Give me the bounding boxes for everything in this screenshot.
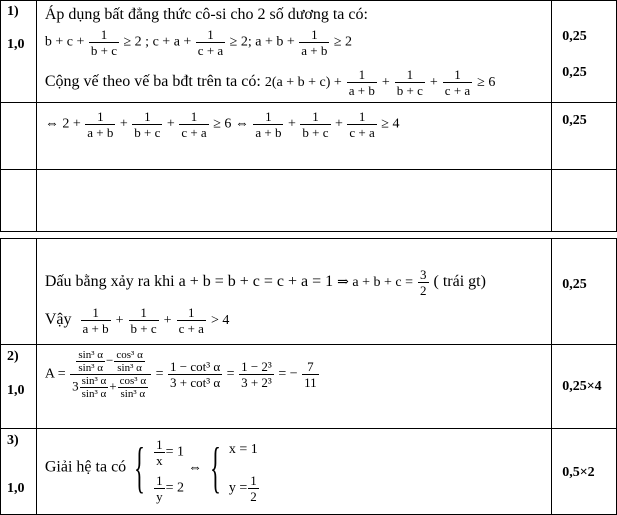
- fraction: [89, 27, 119, 58]
- fraction: [179, 109, 208, 140]
- numerator: 3: [420, 267, 427, 282]
- fraction: [154, 473, 165, 504]
- op: −: [106, 352, 114, 368]
- op: +: [287, 117, 296, 133]
- numerator: cos³ α: [119, 375, 147, 387]
- question-number: 2): [7, 349, 19, 364]
- fraction: [81, 305, 111, 336]
- system-line: [44, 437, 260, 504]
- numerator: 1: [156, 437, 163, 452]
- question-points: 1,0: [7, 37, 25, 52]
- denominator: c + a: [178, 321, 204, 336]
- denominator: sin³ α: [117, 362, 142, 374]
- op: = −: [278, 366, 298, 382]
- denominator: b + c: [396, 83, 423, 98]
- op: =: [155, 366, 164, 382]
- expr: 2(a + b + c) +: [264, 75, 342, 91]
- equivalence-line: [45, 109, 400, 140]
- text: ≥ 2;: [229, 34, 252, 50]
- denominator: sin³ α: [81, 388, 107, 400]
- fraction: [168, 359, 222, 390]
- fraction: [302, 359, 319, 390]
- solution-cell-1a: [36, 1, 551, 103]
- question-cell-1: [1, 1, 37, 103]
- expr: ⇒ a + b + c =: [337, 275, 414, 291]
- fraction: [248, 473, 259, 504]
- fraction: [85, 109, 115, 140]
- denominator: a + b: [87, 125, 114, 141]
- score-cell-2: [552, 345, 617, 429]
- fraction: [347, 67, 377, 98]
- question-points: 1,0: [7, 383, 25, 398]
- numerator: 1: [81, 305, 111, 321]
- fraction: [76, 349, 105, 374]
- numerator: [70, 349, 151, 375]
- numerator: 1: [250, 473, 257, 488]
- expr: ≥ 4: [381, 117, 400, 133]
- left-brace: {: [134, 437, 145, 499]
- equation-system: [153, 437, 184, 504]
- denominator: 11: [304, 375, 317, 390]
- op: =: [226, 366, 235, 382]
- denominator: a + b: [255, 125, 282, 141]
- numerator: 1: [299, 27, 329, 43]
- expr: > 4: [210, 313, 230, 329]
- expr: y =: [228, 480, 248, 496]
- question-cell-3: [1, 429, 37, 515]
- fraction: [118, 375, 148, 400]
- numerator: 1: [177, 305, 206, 321]
- numerator: 1: [347, 109, 376, 125]
- fraction: [80, 375, 109, 400]
- numerator: sin³ α: [81, 375, 107, 387]
- top-answer-table: [0, 0, 617, 232]
- score-cell-3: [552, 429, 617, 515]
- expr: ≥ 6 ⇔: [213, 117, 249, 133]
- fraction: [299, 27, 329, 58]
- text: a + b +: [255, 34, 295, 50]
- text: ≥ 2 ;: [123, 34, 150, 50]
- question-cell-1b: [1, 103, 37, 169]
- denominator: b + c: [302, 125, 329, 141]
- op: +: [163, 313, 172, 329]
- score: 0,5×2: [562, 465, 595, 480]
- question-number: 1): [7, 4, 19, 19]
- fraction: [300, 109, 330, 140]
- op: +: [166, 117, 175, 133]
- numerator: 1: [89, 27, 119, 43]
- solution-system: [228, 437, 260, 504]
- op: +: [119, 117, 128, 133]
- inequalities-line: [45, 27, 352, 58]
- fraction: [253, 109, 283, 140]
- denominator: a + b: [82, 321, 109, 336]
- op: +: [109, 378, 117, 394]
- left-brace: {: [210, 437, 221, 499]
- solution-cell-1c: [36, 239, 551, 345]
- numerator: 1: [347, 67, 377, 83]
- solution: [228, 473, 260, 504]
- expr: A =: [44, 366, 66, 382]
- score: 0,25: [562, 65, 587, 80]
- equation: [153, 437, 184, 468]
- denominator: c + a: [349, 125, 375, 141]
- denominator: 2: [420, 283, 427, 298]
- denominator: 3 + 2³: [241, 375, 272, 390]
- numerator: 1: [300, 109, 330, 125]
- numerator: cos³ α: [116, 349, 143, 361]
- denominator: a + b: [301, 43, 328, 58]
- fraction: [196, 27, 225, 58]
- fraction: [347, 109, 376, 140]
- text: ≥ 2: [333, 34, 353, 50]
- solution-cell-2: [36, 345, 551, 429]
- denominator: 3 + cot³ α: [170, 375, 221, 390]
- fraction: [418, 267, 429, 298]
- numerator: 1: [443, 67, 472, 83]
- denominator: x: [156, 453, 163, 468]
- score-cell-1a: [552, 1, 617, 103]
- text: c + a +: [152, 34, 192, 50]
- sum-line: [45, 67, 495, 98]
- numerator: sin³ α: [78, 349, 104, 361]
- empty-cell: [1, 169, 37, 231]
- numerator: 1: [253, 109, 283, 125]
- fraction: [132, 109, 162, 140]
- expr: = 1: [165, 444, 184, 460]
- equation: [153, 473, 184, 504]
- score: 0,25: [562, 113, 587, 129]
- expr: = 2: [165, 480, 184, 496]
- fraction: [114, 349, 144, 374]
- solution-cell-1b: [36, 103, 551, 169]
- text: Giải hệ ta có: [44, 458, 127, 476]
- compound-fraction: [70, 349, 151, 400]
- question-cell-1c: [1, 239, 37, 345]
- text: Cộng vế theo vế ba bđt trên ta có:: [44, 73, 261, 91]
- empty-cell: [552, 169, 617, 231]
- denominator: [70, 375, 151, 400]
- numerator: 1: [179, 109, 208, 125]
- solution: x = 1: [228, 442, 258, 457]
- numerator: 1: [132, 109, 162, 125]
- score: 0,25×4: [562, 379, 602, 394]
- statement-line: Áp dụng bất đẳng thức cô-si cho 2 số dương ta có:: [44, 6, 368, 23]
- denominator: 2: [250, 489, 257, 504]
- fraction: [239, 359, 274, 390]
- fraction: [395, 67, 425, 98]
- equality-line: [45, 267, 486, 298]
- question-cell-2: [1, 345, 37, 429]
- score: 0,25: [562, 277, 587, 292]
- op: +: [335, 117, 343, 133]
- solution-cell-3: [36, 429, 551, 515]
- numerator: 1: [395, 67, 425, 83]
- expr: ⇔ 2 +: [44, 117, 81, 133]
- denominator: c + a: [444, 83, 471, 98]
- empty-cell: [36, 169, 551, 231]
- trig-expression: [45, 349, 320, 400]
- op: +: [429, 75, 438, 91]
- denominator: b + c: [90, 43, 117, 58]
- fraction: [177, 305, 206, 336]
- numerator: 1: [85, 109, 115, 125]
- bottom-answer-table: [0, 238, 617, 515]
- fraction: [129, 305, 159, 336]
- text: b + c +: [44, 34, 85, 50]
- denominator: sin³ α: [78, 362, 104, 374]
- numerator: 1 − cot³ α: [170, 359, 221, 374]
- denominator: sin³ α: [120, 388, 146, 400]
- expr: ≥ 6: [477, 75, 496, 91]
- question-number: 3): [7, 433, 19, 448]
- text: Dấu bằng xảy ra khi a + b = b + c = c + a = 1: [44, 273, 334, 291]
- score-cell-1b: [552, 103, 617, 169]
- fraction: [154, 437, 165, 468]
- text: ( trái gt): [433, 273, 486, 291]
- numerator: 1: [156, 473, 163, 488]
- numerator: 7: [302, 359, 319, 375]
- denominator: b + c: [134, 125, 161, 141]
- op: +: [115, 313, 124, 329]
- op: +: [381, 75, 390, 91]
- conclusion-line: [45, 305, 229, 336]
- coefficient: 3: [72, 378, 79, 394]
- score: 0,25: [562, 29, 587, 44]
- numerator: 1: [196, 27, 225, 43]
- numerator: 1 − 2³: [241, 359, 272, 374]
- denominator: y: [156, 489, 163, 504]
- denominator: c + a: [181, 125, 207, 141]
- score-cell-1c: [552, 239, 617, 345]
- numerator: 1: [129, 305, 159, 321]
- text: Vậy: [44, 311, 72, 329]
- denominator: b + c: [130, 321, 157, 336]
- fraction: [443, 67, 472, 98]
- denominator: a + b: [348, 83, 375, 98]
- op: ⇔: [187, 460, 202, 476]
- question-points: 1,0: [7, 481, 25, 496]
- denominator: c + a: [197, 43, 224, 58]
